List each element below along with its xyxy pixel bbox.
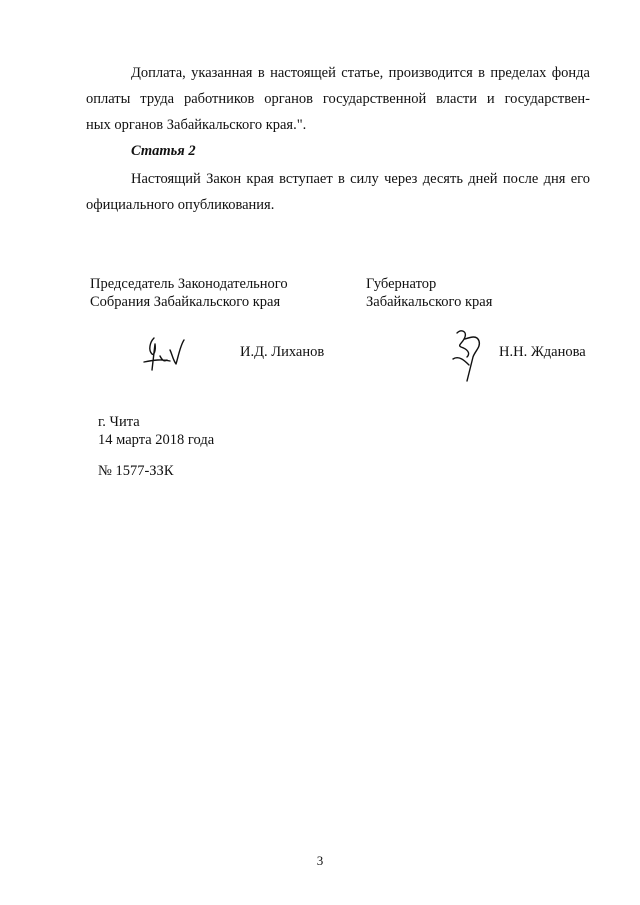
paragraph-line: официального опубликования.: [86, 197, 275, 213]
signatory-title-line: Собрания Забайкальского края: [90, 294, 281, 310]
page-number: 3: [316, 853, 324, 868]
signatory-title-line: Забайкальского края: [366, 294, 493, 310]
paragraph-entry-into-force: [86, 166, 590, 218]
signatory-left-title: [90, 275, 288, 311]
city: г. Чита: [98, 414, 140, 430]
signing-date: 14 марта 2018 года: [98, 432, 215, 448]
paragraph-line: оплаты труда работников органов государственной власти и государствен-: [86, 91, 590, 107]
signatory-right-title: [366, 275, 492, 311]
signatory-title-line: Председатель Законодательного: [90, 276, 288, 292]
paragraph-line: Доплата, указанная в настоящей статье, производится в пределах фонда: [131, 65, 590, 81]
signature-right-image: [447, 325, 487, 385]
signature-left-image: [140, 332, 190, 374]
signatory-left-name: И.Д. Лиханов: [240, 344, 325, 360]
article-heading: Статья 2: [131, 143, 196, 159]
paragraph-fund-supplement: [86, 60, 590, 138]
place-and-date: [98, 413, 214, 449]
document-number: № 1577-ЗЗК: [98, 463, 174, 479]
signatory-right-name: Н.Н. Жданова: [499, 344, 586, 360]
paragraph-line: Настоящий Закон края вступает в силу через десять дней после дня его: [131, 171, 590, 187]
signatory-title-line: Губернатор: [366, 276, 437, 292]
paragraph-line: ных органов Забайкальского края.".: [86, 117, 307, 133]
